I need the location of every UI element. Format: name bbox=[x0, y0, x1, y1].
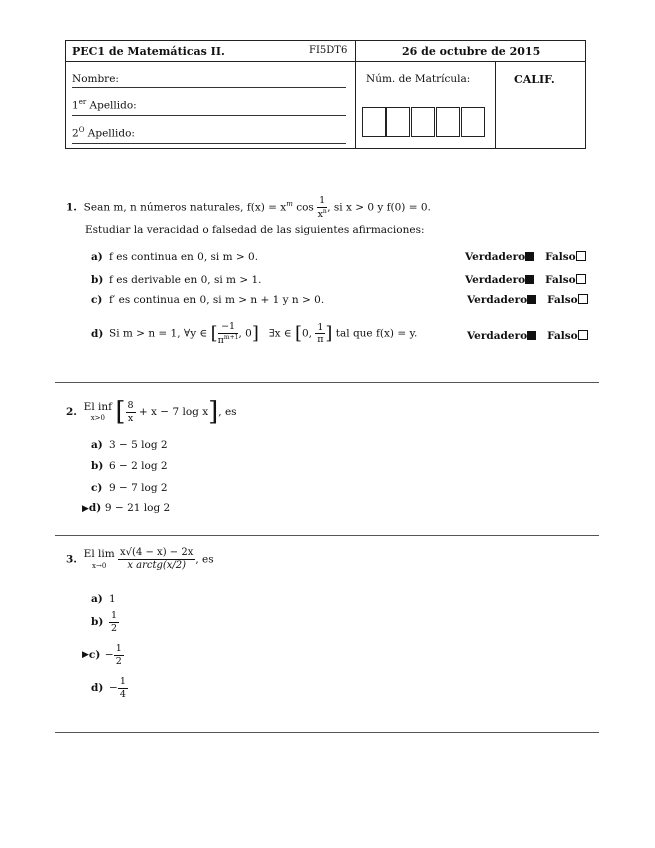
q1-number: 1. bbox=[66, 201, 77, 214]
q1-instruction: Estudiar la veracidad o falsedad de las siguientes afirmaciones: bbox=[85, 224, 425, 236]
exam-date: 26 de octubre de 2015 bbox=[402, 45, 541, 58]
selected-arrow-icon: ▶ bbox=[82, 504, 89, 514]
q3-statement: 3. El lim x→0 $\frac{x√(4 - x) - 2x}{\text{x arctg(x/2)}}$ , es bbox=[66, 547, 214, 571]
q2-option-c[interactable]: c) 9 − 7 log 2 bbox=[91, 482, 168, 494]
matricula-box[interactable] bbox=[411, 107, 435, 137]
header-divider bbox=[355, 41, 356, 148]
header-table bbox=[65, 40, 586, 149]
matricula-box[interactable] bbox=[461, 107, 485, 137]
q1-item-a: a) f es continua en 0, si m > 0. bbox=[91, 251, 259, 263]
calif-label: CALIF. bbox=[514, 73, 555, 86]
selected-arrow-icon: ▶ bbox=[82, 650, 89, 660]
q2-option-a[interactable]: a) 3 − 5 log 2 bbox=[91, 439, 168, 451]
empty-box-icon bbox=[576, 274, 586, 284]
matricula-box[interactable] bbox=[362, 107, 386, 137]
q1-fraction: $\frac{1}{x^n}$ bbox=[317, 195, 327, 220]
nombre-field[interactable] bbox=[72, 87, 346, 88]
checked-box-icon bbox=[525, 275, 534, 284]
header-rule bbox=[66, 61, 585, 62]
q2-option-d[interactable]: ▶d) 9 − 21 log 2 bbox=[82, 502, 171, 514]
nombre-label: Nombre: bbox=[72, 73, 119, 85]
empty-box-icon bbox=[578, 330, 588, 340]
checked-box-icon bbox=[525, 252, 534, 261]
exam-title: PEC1 de Matemáticas II. bbox=[72, 45, 225, 58]
q2-statement: 2. El inf x>0 [ $\frac{8}{x}$ + x − 7 log x], es bbox=[66, 397, 237, 427]
q3-option-c[interactable]: ▶c) − $\frac{1}{2}$ bbox=[82, 643, 122, 667]
q1-a-answer[interactable]: Verdadero Falso bbox=[465, 251, 586, 263]
checked-box-icon bbox=[527, 331, 536, 340]
section-divider bbox=[55, 535, 599, 536]
q1-d-answer[interactable]: Verdadero Falso bbox=[467, 330, 588, 342]
q1-intro: Sean m, n números naturales, f(x) = x bbox=[83, 201, 287, 214]
q3-option-b[interactable]: b) $\frac{1}{2}$ bbox=[91, 610, 118, 634]
apellido1-field[interactable] bbox=[72, 115, 346, 116]
matricula-label: Núm. de Matrícula: bbox=[366, 73, 471, 85]
empty-box-icon bbox=[578, 294, 588, 304]
apellido2-field[interactable] bbox=[72, 143, 346, 144]
apellido2-label: $2^O$ Apellido: bbox=[72, 126, 135, 140]
apellido1-label: 1er Apellido: bbox=[72, 98, 137, 112]
exam-code: FI5DT6 bbox=[309, 45, 348, 56]
q1-b-answer[interactable]: Verdadero Falso bbox=[465, 274, 586, 286]
empty-box-icon bbox=[576, 251, 586, 261]
q1-item-d: d) Si m > n = 1, ∀y ∈ [ $\frac{-1}{\pi^{m+1}}$ , 0] ∃x ∈ [0, $\frac{1}{\pi}$ ] tal que f(x) = y. bbox=[91, 321, 418, 346]
matricula-box[interactable] bbox=[436, 107, 460, 137]
q1-item-c: c) f′ es continua en 0, si m > n + 1 y n > 0. bbox=[91, 294, 325, 306]
q1-condition: , si x > 0 y f(0) = 0. bbox=[327, 201, 431, 214]
q2-option-b[interactable]: b) 6 − 2 log 2 bbox=[91, 460, 168, 472]
section-divider bbox=[55, 382, 599, 383]
section-divider bbox=[55, 732, 599, 733]
q3-option-a[interactable]: a) 1 bbox=[91, 593, 116, 605]
matricula-box[interactable] bbox=[386, 107, 410, 137]
q3-option-d[interactable]: d) − $\frac{1}{4}$ bbox=[91, 676, 126, 700]
checked-box-icon bbox=[527, 295, 536, 304]
q1-item-b: b) f es derivable en 0, si m > 1. bbox=[91, 274, 262, 286]
header-divider bbox=[495, 61, 496, 148]
q1-statement: 1. Sean m, n números naturales, $f(x) = x^m$ cos $\frac{1}{x^n}$ , si x > 0 y f(0) = 0. bbox=[66, 195, 431, 220]
q1-c-answer[interactable]: Verdadero Falso bbox=[467, 294, 588, 306]
